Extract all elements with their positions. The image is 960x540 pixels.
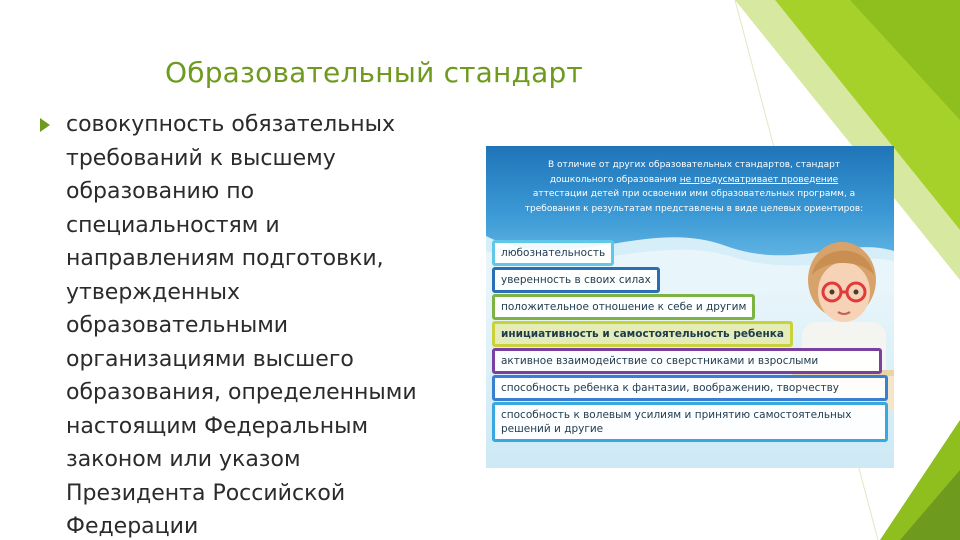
body-line: совокупность обязательных: [66, 112, 395, 137]
body-line: требований к высшему: [66, 145, 336, 171]
body-line: специальностям и: [66, 212, 280, 238]
intro-line: требования к результатам представлены в виде целевых ориентиров:: [524, 203, 864, 214]
intro-line-part: дошкольного образования: [549, 174, 680, 185]
intro-line: [504, 173, 884, 188]
infographic-image: [486, 146, 894, 468]
target-item-confidence: уверенность в своих силах: [492, 267, 660, 293]
intro-line: В отличие от других образовательных стандартов, стандарт: [547, 160, 841, 170]
body-line: Федерации: [66, 514, 199, 539]
target-item-curiosity: любознательность: [492, 240, 614, 266]
target-item-willpower: способность к волевым усилиям и принятию самостоятельных решений и другие: [492, 402, 888, 442]
intro-line-underlined: не предусматривает проведение: [679, 174, 839, 185]
target-item-initiative: инициативность и самостоятельность ребенка: [492, 321, 793, 347]
target-item-imagination: способность ребенка к фантазии, воображению, творчеству: [492, 375, 888, 401]
body-line: утвержденных: [66, 279, 241, 305]
body-line: Президента Российской: [66, 480, 346, 506]
slide-title: Образовательный стандарт: [165, 56, 583, 89]
target-item-positive-attitude: положительное отношение к себе и другим: [492, 294, 755, 320]
infographic-intro-text: [504, 158, 884, 216]
body-line: образованию по: [66, 179, 255, 204]
intro-line: аттестации детей при освоении ими образовательных программ, а: [532, 189, 856, 199]
body-line: законом или указом: [66, 447, 301, 472]
body-line: настоящим Федеральным: [66, 413, 369, 439]
target-item-interaction: активное взаимодействие со сверстниками и взрослыми: [492, 348, 882, 374]
bullet-arrow-icon: [40, 118, 50, 132]
body-line: образования, определенными: [66, 380, 417, 405]
body-line: образовательными: [66, 313, 289, 338]
body-line: направлениям подготовки,: [66, 246, 384, 271]
body-line: организациями высшего: [66, 346, 354, 372]
slide-body-text: [66, 108, 466, 540]
